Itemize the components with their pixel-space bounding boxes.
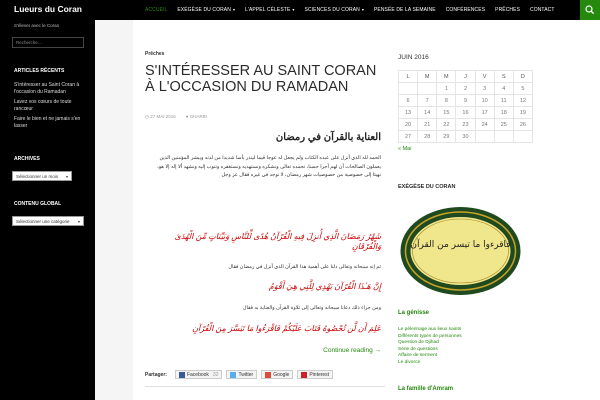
calendar-day: 11 bbox=[494, 95, 513, 107]
chevron-down-icon: ▾ bbox=[65, 173, 68, 179]
share-button-label: Pinterest bbox=[309, 371, 330, 378]
share-button-twitter[interactable] bbox=[226, 370, 257, 379]
arabic-heading: العناية بالقرآن في رمضان bbox=[275, 132, 381, 143]
recent-post-link[interactable]: Faire le bien et ne jamais s'en lasser bbox=[14, 116, 81, 129]
quran-verse-1: شَهْرُ رَمَضَانَ الَّذِي أُنزِلَ فِيهِ الْقُرْآنُ هُدًى لِّلنَّاسِ وَبَيِّنَاتٍ مِّنَ الْهُدَىٰ وَالْفُرْقَانِ bbox=[174, 232, 381, 251]
arabic-paragraph-2: ثم إنه سبحانه وتعالى دلنا على أهمية هذا القرآن الذي أنزل في رمضان فقال bbox=[228, 264, 381, 270]
twitter-icon bbox=[230, 372, 236, 378]
post-date-text: 27 MAI 2016 bbox=[150, 114, 176, 119]
post-author[interactable] bbox=[186, 114, 207, 120]
recent-posts-list bbox=[14, 82, 84, 133]
calendar-weekday: L bbox=[399, 71, 418, 83]
recent-post-link[interactable]: Lavez vos cœurs de toute rancœur bbox=[14, 99, 72, 112]
sidebar-link[interactable]: Affaire de serment bbox=[398, 353, 438, 358]
nav-item[interactable] bbox=[172, 0, 240, 20]
chevron-down-icon: ▾ bbox=[77, 218, 80, 224]
share-button-facebook[interactable] bbox=[175, 370, 223, 379]
calendar-weekday: J bbox=[456, 71, 475, 83]
post-title[interactable]: S'INTÉRESSER AU SAINT CORAN À L'OCCASION DU RAMADAN bbox=[145, 63, 377, 95]
calligraphy-art bbox=[398, 205, 523, 297]
divider bbox=[145, 386, 385, 387]
category-select[interactable] bbox=[12, 216, 84, 226]
sidebar-link[interactable]: Le divorce bbox=[398, 359, 421, 365]
calendar-day bbox=[475, 131, 494, 143]
nav-item-label: SCIENCES DU CORAN bbox=[304, 7, 360, 13]
calendar-day: 2 bbox=[456, 83, 475, 95]
calendar-day: 22 bbox=[437, 119, 456, 131]
clock-icon: ◷ bbox=[145, 114, 149, 119]
nav-item[interactable] bbox=[240, 0, 299, 20]
calendar-day: 30 bbox=[456, 131, 475, 143]
calendar-day: 28 bbox=[418, 131, 437, 143]
pinterest-icon bbox=[301, 372, 307, 378]
chevron-down-icon: ▾ bbox=[292, 7, 295, 12]
post-meta bbox=[145, 114, 207, 120]
nav-item-label: L'APPEL CÉLESTE bbox=[245, 7, 291, 13]
nav-item[interactable] bbox=[300, 0, 369, 20]
calendar-day bbox=[494, 131, 513, 143]
calendar-prev-link[interactable]: « Mai bbox=[398, 146, 412, 152]
nav-item-label: EXÉGÈSE DU CORAN bbox=[177, 7, 231, 13]
calendar-day: 21 bbox=[418, 119, 437, 131]
sidebar-link[interactable]: Différents types de personnes bbox=[398, 333, 462, 339]
calendar-day: 7 bbox=[418, 95, 437, 107]
nav-item[interactable] bbox=[490, 0, 525, 20]
calendar-day: 15 bbox=[437, 107, 456, 119]
calendar-day bbox=[513, 131, 532, 143]
calendar-day bbox=[399, 83, 418, 95]
arabic-paragraph-3: ومن جراء ذلك دعانا سبحانه وتعالى إلى تلاوة القرآن والعناية به فقال bbox=[242, 305, 381, 311]
chevron-down-icon: ▾ bbox=[361, 7, 364, 12]
calendar-day: 24 bbox=[475, 119, 494, 131]
calendar-day: 3 bbox=[475, 83, 494, 95]
recent-posts-title: ARTICLES RÉCENTS bbox=[14, 68, 65, 74]
calendar-day: 25 bbox=[494, 119, 513, 131]
content-title: CONTENU GLOBAL bbox=[14, 201, 62, 207]
nav-item[interactable] bbox=[525, 0, 560, 20]
site-title[interactable]: Lueurs du Coran bbox=[14, 4, 83, 14]
facebook-icon bbox=[179, 372, 185, 378]
calendar-day: 14 bbox=[418, 107, 437, 119]
calendar-weekday: D bbox=[513, 71, 532, 83]
calendar-day bbox=[418, 83, 437, 95]
calendar-caption: JUIN 2016 bbox=[398, 54, 429, 61]
share-button-pinterest[interactable] bbox=[297, 370, 333, 379]
nav-item[interactable] bbox=[140, 0, 172, 20]
calligraphy-text: فاقرءوا ما تيسر من القرآن bbox=[410, 240, 511, 250]
chevron-down-icon: ▾ bbox=[232, 7, 236, 12]
archives-title: ARCHIVES bbox=[14, 156, 40, 162]
share-bar bbox=[145, 370, 333, 379]
calendar-day: 10 bbox=[475, 95, 494, 107]
post-date[interactable] bbox=[145, 114, 176, 120]
calendar-day: 12 bbox=[513, 95, 532, 107]
nav-item-label: PENSÉE DE LA SEMAINE bbox=[373, 7, 436, 13]
user-icon: ● bbox=[185, 114, 189, 119]
nav-item-label: CONFÉRENCES bbox=[445, 7, 486, 13]
share-button-label: Twitter bbox=[238, 371, 254, 378]
calendar-day: 4 bbox=[494, 83, 513, 95]
share-button-google[interactable] bbox=[261, 370, 293, 379]
left-sidebar bbox=[0, 20, 95, 400]
calendar-day: 18 bbox=[494, 107, 513, 119]
search-icon bbox=[580, 0, 600, 20]
calendar-day: 13 bbox=[399, 107, 418, 119]
primary-nav bbox=[140, 0, 560, 20]
nav-item-label: PRÊCHES bbox=[495, 7, 521, 13]
calendar-day: 20 bbox=[399, 119, 418, 131]
share-label: Partager: bbox=[145, 371, 167, 378]
search-toggle-button[interactable] bbox=[580, 0, 600, 20]
calendar-day: 9 bbox=[456, 95, 475, 107]
nav-item-label: ACCUEIL bbox=[145, 7, 168, 13]
nav-item-label: CONTACT bbox=[530, 7, 555, 13]
calendar-weekday: M bbox=[418, 71, 437, 83]
calendar-day: 26 bbox=[513, 119, 532, 131]
share-button-label: Facebook bbox=[186, 371, 209, 378]
nav-item[interactable] bbox=[441, 0, 490, 20]
archives-select[interactable] bbox=[12, 171, 72, 181]
calendar-day: 29 bbox=[437, 131, 456, 143]
calendar-day: 23 bbox=[456, 119, 475, 131]
nav-item[interactable] bbox=[369, 0, 441, 20]
content-gutter bbox=[95, 20, 133, 400]
calendar-weekday: V bbox=[475, 71, 494, 83]
site-header bbox=[0, 0, 600, 20]
quran-verse-2: إِنَّ هَـٰذَا الْقُرْآنَ يَهْدِي لِلَّتِي هِيَ أَقْوَمُ bbox=[268, 282, 381, 291]
calendar-day: 5 bbox=[513, 83, 532, 95]
site-tagline: S'élever avec le Coran bbox=[14, 23, 60, 28]
calendar-weekday: S bbox=[494, 71, 513, 83]
calendar-day: 17 bbox=[475, 107, 494, 119]
archives-select-value: Sélectionner un mois bbox=[16, 173, 59, 179]
recent-post-link[interactable]: S'intéresser au Saint Coran à l'occasion du Ramadan bbox=[14, 82, 80, 95]
share-count: 32 bbox=[212, 371, 219, 378]
sidebar-link[interactable]: Question de Djihad bbox=[398, 340, 439, 345]
search-input[interactable]: Recherche… bbox=[12, 37, 84, 48]
section-title-genisse[interactable]: La génisse bbox=[398, 310, 430, 316]
calendar-day: 19 bbox=[513, 107, 532, 119]
sidebar-link[interactable]: Série de questions bbox=[398, 346, 438, 352]
calendar-day: 8 bbox=[437, 95, 456, 107]
post-author-text: GHARBI bbox=[189, 114, 207, 119]
calendar-day: 16 bbox=[456, 107, 475, 119]
post-category[interactable]: Prêches bbox=[145, 51, 165, 57]
exegese-widget-title: EXÉGÈSE DU CORAN bbox=[398, 184, 456, 190]
category-select-value: Sélectionner une catégorie bbox=[16, 218, 70, 224]
google-icon bbox=[265, 372, 271, 378]
sidebar-link[interactable]: Le pèlerinage aux lieux saints bbox=[398, 327, 462, 332]
share-button-label: Google bbox=[273, 371, 290, 378]
section-links bbox=[398, 327, 528, 366]
section-title-amram[interactable]: La famille d'Amram bbox=[398, 386, 454, 392]
calendar-table bbox=[398, 70, 533, 143]
arabic-paragraph-1: الحمد لله الذي أنزل على عبده الكتاب ولم يجعل له عوجا قيما لينذر بأسا شديدا من لدنه ويبشر المؤمنين الذين يعملون الصالحات أن لهم أجرا حسنا، نحمده تعالى ونشكره ونستهديه ونستغفره ونتوب إليه ونشهد ألا إله إلا هو، نهيئا إلى خصوصية من خصوصيات شهر رمضان، لا نوجد في غيره فقال عز وجل bbox=[157, 155, 381, 178]
continue-reading-link[interactable]: Continue reading → bbox=[323, 347, 381, 354]
quran-verse-3: عَلِمَ أَن لَّن تُحْصُوهُ فَتَابَ عَلَيْكُمْ فَاقْرَءُوا مَا تَيَسَّرَ مِنَ الْقُرْآنِ bbox=[192, 324, 381, 333]
calendar-day: 27 bbox=[399, 131, 418, 143]
calendar-weekday: M bbox=[437, 71, 456, 83]
calligraphy-image[interactable] bbox=[398, 205, 523, 297]
calendar-day: 6 bbox=[399, 95, 418, 107]
calendar-day: 1 bbox=[437, 83, 456, 95]
